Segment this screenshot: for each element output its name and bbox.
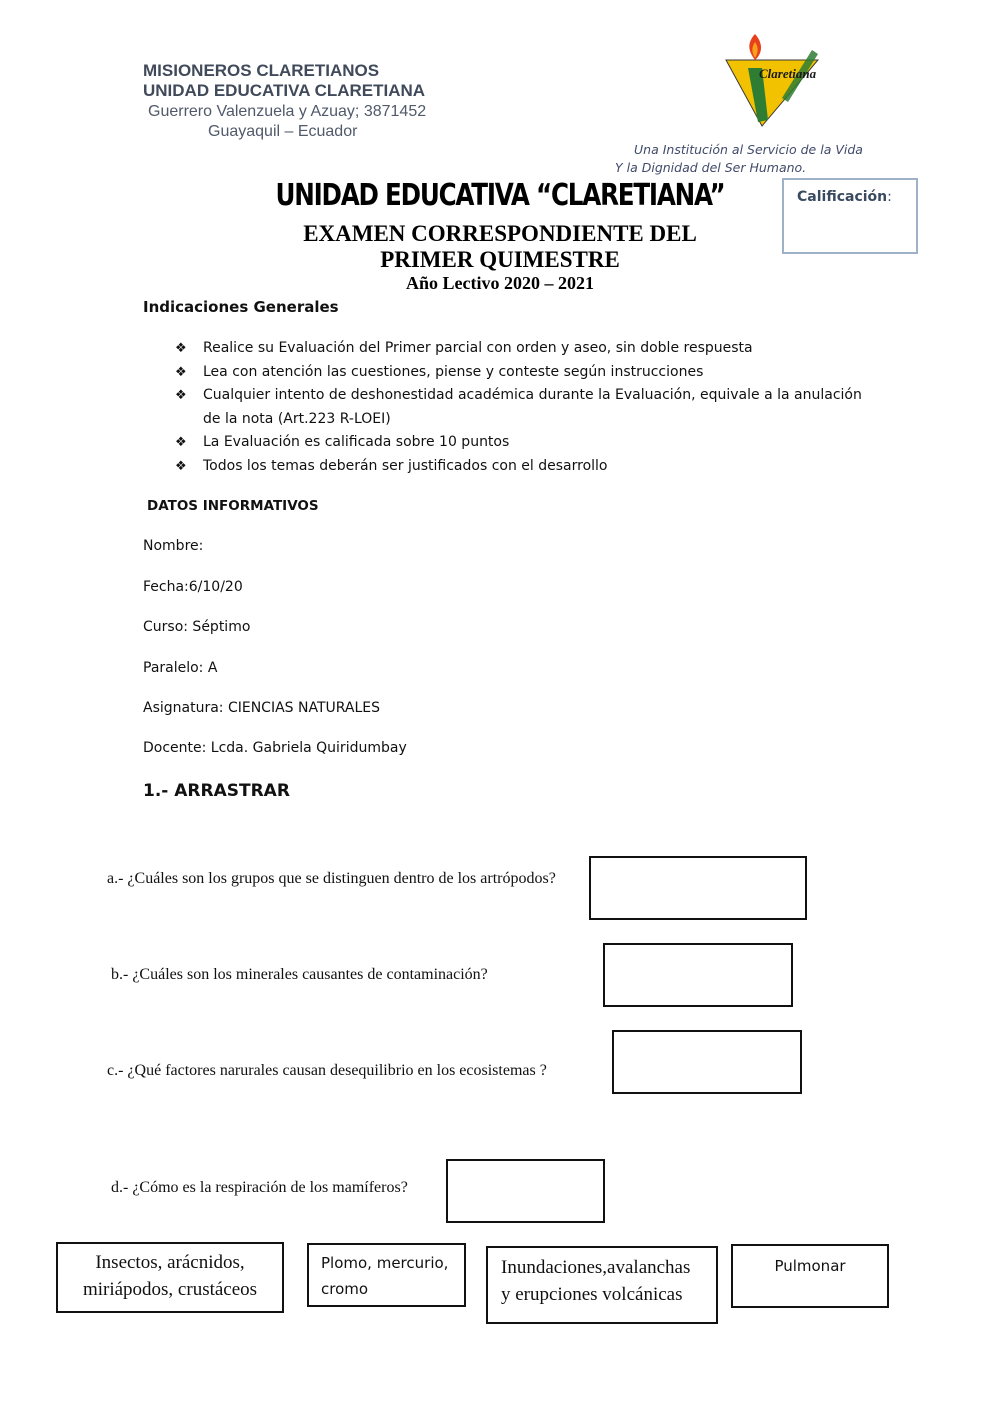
diamond-bullet-icon: ❖ bbox=[175, 435, 187, 450]
question-c: c.- ¿Qué factores narurales causan desequilibrio en los ecosistemas ? bbox=[107, 1062, 547, 1079]
info-curso: Curso: Séptimo bbox=[143, 619, 251, 635]
exam-title: UNIDAD EDUCATIVA “CLARETIANA” bbox=[275, 178, 725, 213]
grade-box[interactable] bbox=[782, 178, 918, 254]
instruction-item bbox=[175, 361, 875, 385]
info-docente: Docente: Lcda. Gabriela Quiridumbay bbox=[143, 740, 407, 756]
answer-text-line: miriápodos, crustáceos bbox=[82, 1279, 258, 1300]
drop-zone-c[interactable] bbox=[612, 1030, 802, 1094]
drop-zone-b[interactable] bbox=[603, 943, 793, 1007]
school-city: Guayaquil – Ecuador bbox=[208, 123, 358, 140]
info-heading: DATOS INFORMATIVOS bbox=[147, 498, 319, 514]
motto-line-1: Una Institución al Servicio de la Vida bbox=[634, 142, 863, 157]
question-b: b.- ¿Cuáles son los minerales causantes de contaminación? bbox=[111, 966, 488, 983]
motto-line-2: Y la Dignidad del Ser Humano. bbox=[615, 160, 807, 175]
instruction-item bbox=[175, 455, 875, 479]
question-a: a.- ¿Cuáles son los grupos que se distinguen dentro de los artrópodos? bbox=[107, 870, 556, 887]
info-fecha: Fecha:6/10/20 bbox=[143, 579, 243, 595]
instructions-heading: Indicaciones Generales bbox=[143, 298, 339, 316]
logo-wordmark: Claretiana bbox=[759, 66, 817, 81]
diamond-bullet-icon: ❖ bbox=[175, 458, 187, 474]
answer-card-arthropods[interactable] bbox=[56, 1242, 284, 1313]
school-name: UNIDAD EDUCATIVA CLARETIANA bbox=[143, 81, 426, 100]
grade-label: Calificación bbox=[797, 189, 888, 205]
instruction-item bbox=[175, 337, 875, 361]
info-nombre: Nombre: bbox=[143, 538, 204, 554]
answer-text-line: Inundaciones,avalanchas bbox=[501, 1257, 691, 1278]
instruction-text: Realice su Evaluación del Primer parcial con orden y aseo, sin doble respuesta bbox=[203, 340, 753, 356]
school-address: Guerrero Valenzuela y Azuay; 3871452 bbox=[148, 103, 427, 120]
instructions-list bbox=[175, 337, 875, 478]
drop-zone-d[interactable] bbox=[446, 1159, 605, 1223]
answer-text-line: Insectos, arácnidos, bbox=[95, 1252, 245, 1273]
info-paralelo: Paralelo: A bbox=[143, 660, 218, 676]
info-asignatura: Asignatura: CIENCIAS NATURALES bbox=[143, 700, 381, 716]
question-d: d.- ¿Cómo es la respiración de los mamíferos? bbox=[111, 1179, 408, 1196]
instruction-text: Todos los temas deberán ser justificados con el desarrollo bbox=[203, 457, 608, 474]
school-year: Año Lectivo 2020 – 2021 bbox=[406, 273, 594, 293]
org-name: MISIONEROS CLARETIANOS bbox=[143, 61, 380, 80]
logo-graphic bbox=[722, 28, 832, 130]
answer-text-line: y erupciones volcánicas bbox=[501, 1284, 683, 1305]
answer-text-line: Plomo, mercurio, bbox=[321, 1254, 449, 1272]
answer-card-natural-factors[interactable] bbox=[486, 1246, 718, 1324]
diamond-bullet-icon: ❖ bbox=[175, 388, 187, 403]
grade-colon: : bbox=[887, 189, 892, 205]
answer-text-line: cromo bbox=[321, 1280, 369, 1298]
exam-subtitle-1: EXAMEN CORRESPONDIENTE DEL bbox=[303, 221, 697, 246]
instruction-text: Lea con atención las cuestiones, piense y conteste según instrucciones bbox=[203, 363, 704, 380]
section-title: 1.- ARRASTRAR bbox=[143, 781, 290, 801]
answer-card-minerals[interactable] bbox=[307, 1243, 466, 1307]
instruction-text: Cualquier intento de deshonestidad académica durante la Evaluación, equivale a la anulación de la nota (Art.223 R-LOEI) bbox=[203, 387, 862, 427]
instruction-item bbox=[175, 431, 875, 455]
answer-card-respiration[interactable] bbox=[731, 1244, 889, 1308]
exam-subtitle-2: PRIMER QUIMESTRE bbox=[380, 247, 620, 272]
drop-zone-a[interactable] bbox=[589, 856, 807, 920]
diamond-bullet-icon: ❖ bbox=[175, 364, 187, 380]
answer-text-line: Pulmonar bbox=[774, 1257, 846, 1275]
instruction-text: La Evaluación es calificada sobre 10 puntos bbox=[203, 434, 510, 450]
diamond-bullet-icon: ❖ bbox=[175, 341, 187, 356]
instruction-item bbox=[175, 384, 875, 431]
school-logo bbox=[722, 28, 832, 130]
